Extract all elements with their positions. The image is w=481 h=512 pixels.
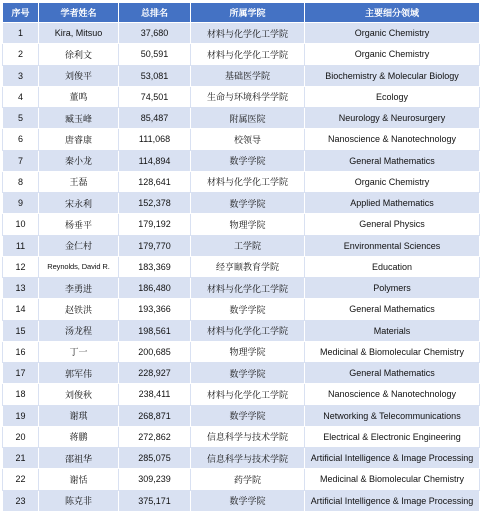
cell-scholar-name: 李勇进 [39,278,119,299]
table-row [3,193,480,214]
cell-scholar-name: 董鸣 [39,86,119,107]
cell-index: 22 [3,469,39,490]
cell-index: 14 [3,299,39,320]
cell-research-field: Neurology & Neurosurgery [305,108,480,129]
cell-research-field: Ecology [305,86,480,107]
table-row [3,65,480,86]
cell-index: 16 [3,341,39,362]
scholar-ranking-table [2,2,480,512]
cell-index: 6 [3,129,39,150]
cell-overall-rank: 183,369 [119,256,191,277]
cell-research-field: Polymers [305,278,480,299]
cell-overall-rank: 375,171 [119,490,191,511]
cell-overall-rank: 114,894 [119,150,191,171]
header-college: 所属学院 [191,3,305,23]
table-row [3,448,480,469]
table-row [3,235,480,256]
table-row [3,86,480,107]
cell-research-field: General Mathematics [305,299,480,320]
cell-research-field: Medicinal & Biomolecular Chemistry [305,341,480,362]
cell-scholar-name: 王磊 [39,171,119,192]
cell-overall-rank: 272,862 [119,426,191,447]
cell-overall-rank: 309,239 [119,469,191,490]
table-row [3,150,480,171]
cell-scholar-name: 杨垂平 [39,214,119,235]
cell-overall-rank: 74,501 [119,86,191,107]
cell-scholar-name: 邵祖华 [39,448,119,469]
table-row [3,320,480,341]
header-index: 序号 [3,3,39,23]
cell-scholar-name: 徐利文 [39,44,119,65]
table-row [3,490,480,511]
cell-research-field: Artificial Intelligence & Image Processing [305,490,480,511]
cell-overall-rank: 179,770 [119,235,191,256]
cell-overall-rank: 111,068 [119,129,191,150]
cell-college: 数学学院 [191,363,305,384]
cell-college: 材料与化学化工学院 [191,23,305,44]
cell-index: 17 [3,363,39,384]
cell-index: 3 [3,65,39,86]
cell-scholar-name: 刘俊平 [39,65,119,86]
cell-scholar-name: 陈克非 [39,490,119,511]
table-row [3,299,480,320]
cell-index: 10 [3,214,39,235]
header-scholar-name: 学者姓名 [39,3,119,23]
cell-research-field: Electrical & Electronic Engineering [305,426,480,447]
table-row [3,426,480,447]
cell-research-field: Medicinal & Biomolecular Chemistry [305,469,480,490]
cell-college: 材料与化学化工学院 [191,384,305,405]
cell-research-field: Organic Chemistry [305,44,480,65]
cell-research-field: Biochemistry & Molecular Biology [305,65,480,86]
cell-overall-rank: 53,081 [119,65,191,86]
cell-overall-rank: 238,411 [119,384,191,405]
cell-college: 物理学院 [191,341,305,362]
cell-research-field: General Physics [305,214,480,235]
cell-college: 材料与化学化工学院 [191,320,305,341]
cell-college: 生命与环境科学学院 [191,86,305,107]
cell-index: 13 [3,278,39,299]
cell-scholar-name: 谢恬 [39,469,119,490]
cell-index: 4 [3,86,39,107]
cell-research-field: Nanoscience & Nanotechnology [305,129,480,150]
cell-index: 12 [3,256,39,277]
cell-college: 数学学院 [191,193,305,214]
cell-college: 数学学院 [191,299,305,320]
cell-college: 药学院 [191,469,305,490]
cell-scholar-name: 刘俊秋 [39,384,119,405]
cell-scholar-name: 蒋鹏 [39,426,119,447]
table-row [3,256,480,277]
cell-scholar-name: Kira, Mitsuo [39,23,119,44]
cell-overall-rank: 128,641 [119,171,191,192]
cell-scholar-name: 宋永利 [39,193,119,214]
cell-overall-rank: 198,561 [119,320,191,341]
cell-overall-rank: 50,591 [119,44,191,65]
cell-research-field: Organic Chemistry [305,23,480,44]
cell-index: 20 [3,426,39,447]
table-row [3,278,480,299]
table-row [3,384,480,405]
table-row [3,171,480,192]
cell-scholar-name: 金仁村 [39,235,119,256]
cell-college: 基础医学院 [191,65,305,86]
cell-index: 11 [3,235,39,256]
cell-overall-rank: 193,366 [119,299,191,320]
table-row [3,129,480,150]
cell-scholar-name: 郭军伟 [39,363,119,384]
cell-research-field: Artificial Intelligence & Image Processing [305,448,480,469]
cell-college: 信息科学与技术学院 [191,426,305,447]
cell-scholar-name: 唐睿康 [39,129,119,150]
cell-college: 经亨颐教育学院 [191,256,305,277]
cell-college: 校领导 [191,129,305,150]
cell-college: 附属医院 [191,108,305,129]
scholar-ranking-table-container [2,2,479,507]
cell-index: 21 [3,448,39,469]
cell-overall-rank: 200,685 [119,341,191,362]
cell-research-field: General Mathematics [305,363,480,384]
cell-scholar-name: 汤龙程 [39,320,119,341]
cell-overall-rank: 85,487 [119,108,191,129]
cell-research-field: Education [305,256,480,277]
table-header-row [3,3,480,23]
cell-overall-rank: 179,192 [119,214,191,235]
cell-college: 材料与化学化工学院 [191,44,305,65]
cell-research-field: Nanoscience & Nanotechnology [305,384,480,405]
cell-overall-rank: 285,075 [119,448,191,469]
cell-index: 15 [3,320,39,341]
cell-college: 物理学院 [191,214,305,235]
cell-overall-rank: 228,927 [119,363,191,384]
cell-overall-rank: 152,378 [119,193,191,214]
table-row [3,44,480,65]
cell-index: 19 [3,405,39,426]
table-row [3,405,480,426]
cell-index: 1 [3,23,39,44]
cell-scholar-name: 丁一 [39,341,119,362]
table-row [3,108,480,129]
table-row [3,469,480,490]
cell-scholar-name: 秦小龙 [39,150,119,171]
cell-overall-rank: 268,871 [119,405,191,426]
cell-index: 9 [3,193,39,214]
table-row [3,363,480,384]
cell-research-field: General Mathematics [305,150,480,171]
table-row [3,23,480,44]
table-row [3,341,480,362]
cell-scholar-name: 谢琪 [39,405,119,426]
cell-research-field: Networking & Telecommunications [305,405,480,426]
cell-research-field: Environmental Sciences [305,235,480,256]
cell-college: 数学学院 [191,490,305,511]
cell-scholar-name: 臧玉峰 [39,108,119,129]
cell-research-field: Organic Chemistry [305,171,480,192]
header-overall-rank: 总排名 [119,3,191,23]
cell-college: 材料与化学化工学院 [191,278,305,299]
cell-research-field: Applied Mathematics [305,193,480,214]
cell-college: 数学学院 [191,405,305,426]
header-research-field: 主要细分领域 [305,3,480,23]
table-body [3,23,480,512]
cell-overall-rank: 37,680 [119,23,191,44]
cell-college: 数学学院 [191,150,305,171]
cell-college: 工学院 [191,235,305,256]
cell-index: 5 [3,108,39,129]
cell-college: 信息科学与技术学院 [191,448,305,469]
cell-index: 8 [3,171,39,192]
cell-scholar-name: 赵铁洪 [39,299,119,320]
cell-scholar-name: Reynolds, David R. [39,256,119,277]
cell-index: 23 [3,490,39,511]
table-row [3,214,480,235]
cell-research-field: Materials [305,320,480,341]
cell-index: 2 [3,44,39,65]
cell-college: 材料与化学化工学院 [191,171,305,192]
cell-overall-rank: 186,480 [119,278,191,299]
cell-index: 18 [3,384,39,405]
cell-index: 7 [3,150,39,171]
